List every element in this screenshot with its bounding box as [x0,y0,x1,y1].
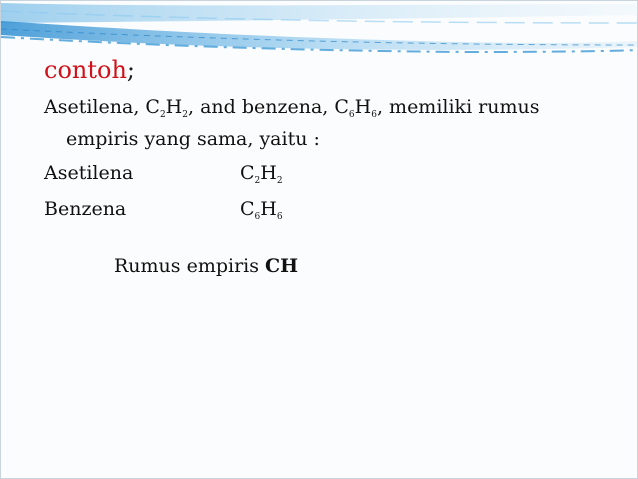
intro-sub-1: 2 [159,110,166,120]
formula-subscript: 2 [276,176,283,186]
formula-element: H [260,198,277,220]
intro-sub-3: 6 [348,110,355,120]
intro-text-3: , and benzena, C [187,96,349,118]
compound-name: Asetilena [44,162,134,184]
intro-text-5: , memiliki rumus [376,96,540,118]
formula-subscript: 6 [254,212,261,222]
intro-line-2: empiris yang sama, yaitu : [66,128,320,150]
intro-text-2: H [165,96,183,118]
slide-title [44,53,624,87]
formula-element: H [260,162,277,184]
intro-paragraph [44,91,624,155]
summary-label: Rumus empiris [114,255,259,277]
title-word: contoh [44,56,127,84]
compound-name: Benzena [44,198,127,220]
summary-formula: CH [265,255,299,277]
compound-row [44,191,624,227]
compound-formula [240,155,283,191]
intro-text-4: H [354,96,372,118]
slide-content [44,53,624,283]
formula-element: C [240,198,255,220]
title-punctuation: ; [126,56,135,84]
intro-sub-2: 2 [182,110,188,120]
compound-formula [240,191,283,227]
empirical-formula-summary [44,249,624,283]
formula-subscript: 2 [254,176,261,186]
compound-row [44,155,624,191]
intro-text-1: Asetilena, C [44,96,160,118]
formula-subscript: 6 [276,212,283,222]
intro-sub-4: 6 [371,110,377,120]
formula-element: C [240,162,255,184]
